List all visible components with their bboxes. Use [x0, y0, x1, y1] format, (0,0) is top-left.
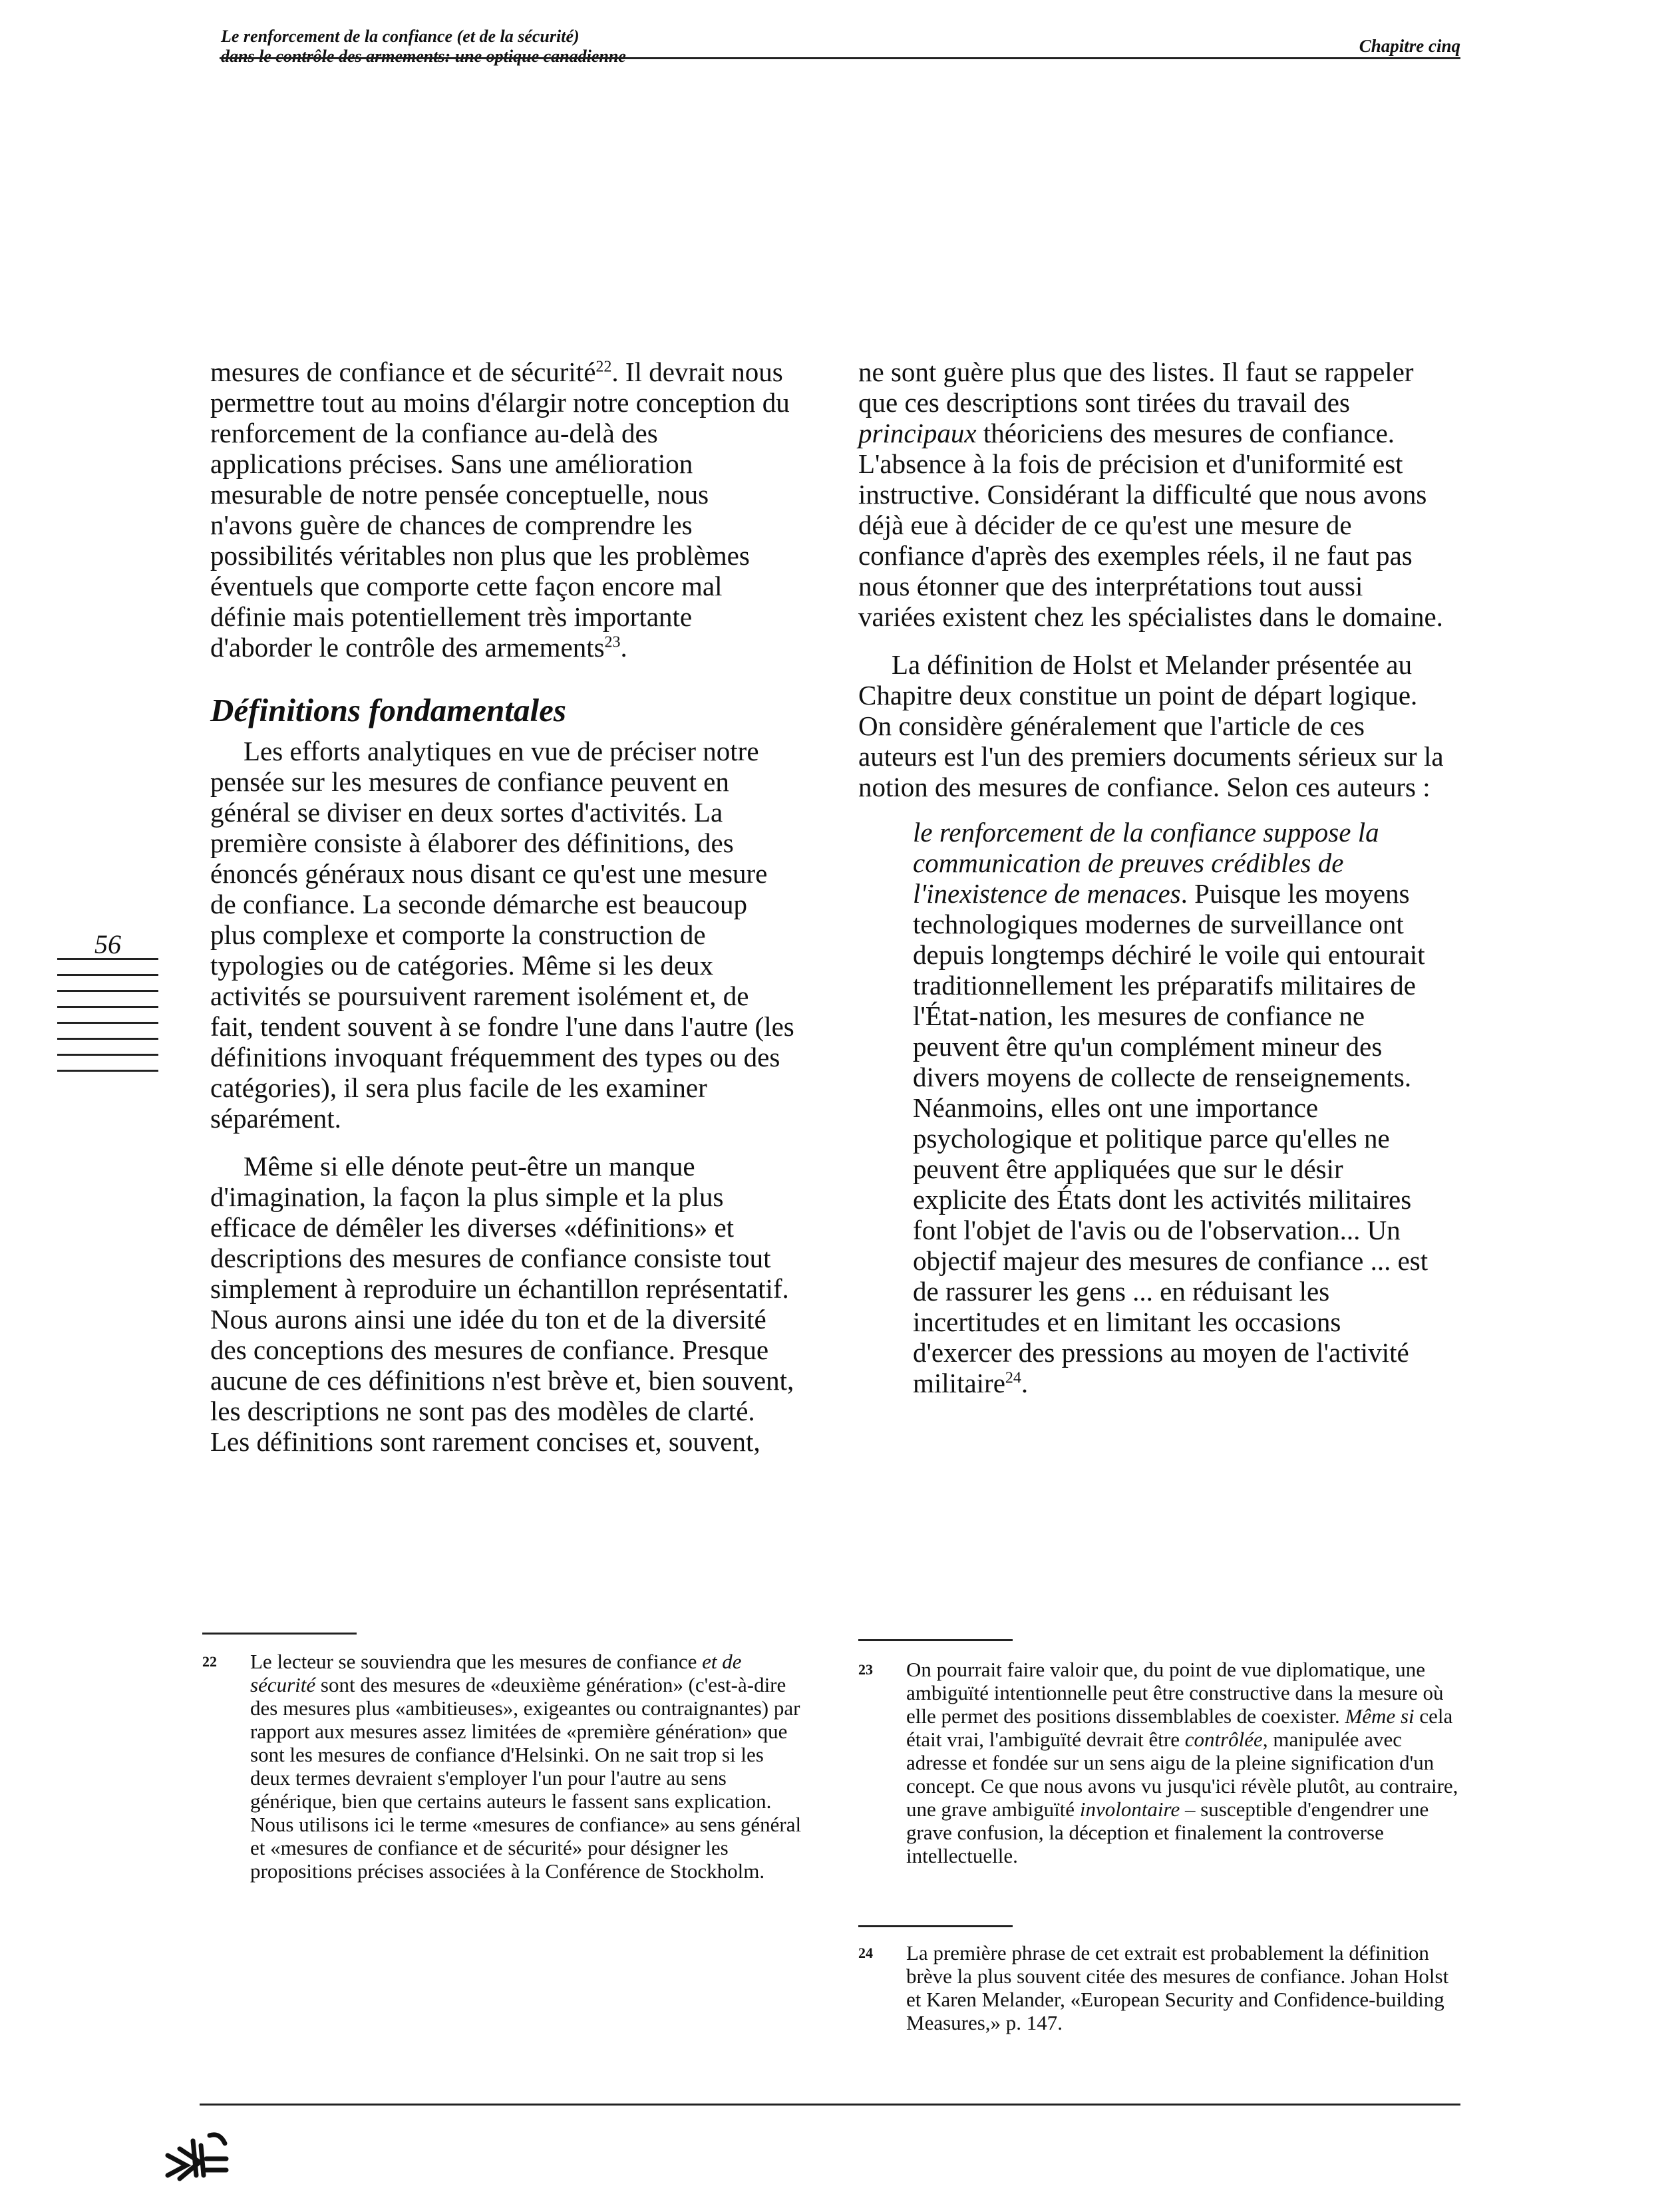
- footnote-rule-right: [858, 1639, 1013, 1641]
- right-column: [858, 357, 1444, 1398]
- running-header-line-1: Le renforcement de la confiance (et de la sécurité): [221, 27, 580, 46]
- header-rule: [220, 57, 1460, 59]
- footnote-22: 22 Le lecteur se souviendra que les mesures de confiance et de sécurité sont des mesures de «deuxième génération» (c'est-à-dire des mesures plus «ambitieuses», exigeantes ou contraignantes) par rapport aux mesures assez limitées de «première génération» que sont les mesures de confiance d'Helsinki. On ne sait trop si les deux termes devraient s'employer l'un pour l'autre au sens générique, bien que certains auteurs le fassent sans explication. Nous utilisons ici le terme «mesures de confiance» au sens général et «mesures de confiance et de sécurité» pour désigner les propositions précises associées à la Conférence de Stockholm.: [202, 1650, 802, 1883]
- footnote-ref-22[interactable]: 22: [595, 358, 612, 376]
- left-paragraph-3: Même si elle dénote peut-être un manque d'imagination, la façon la plus simple et la plus efficace de démêler les diverses «définitions» et descriptions des mesures de confiance consiste tout simplement à reproduire un échantillon représentatif. Nous aurons ainsi une idée du ton et de la diversité des conceptions des mesures de confiance. Presque aucune de ces définitions n'est brève et, bien souvent, les descriptions ne sont pas des modèles de clarté. Les définitions sont rarement concises et, souvent,: [210, 1151, 794, 1457]
- right-paragraph-1: ne sont guère plus que des listes. Il faut se rappeler que ces descriptions sont tirées du travail des principaux théoriciens des mesures de confiance. L'absence à la fois de précision et d'uniformité est instructive. Considérant la difficulté que nous avons déjà eue à décider de ce qu'est une mesure de confiance d'après des exemples réels, il ne faut pas nous étonner que des interprétations tout aussi variées existent chez les spécialistes dans le domaine.: [858, 357, 1443, 632]
- running-header-title: [221, 27, 886, 67]
- block-quote: le renforcement de la confiance suppose la communication de preuves crédibles de l'inexistence de menaces. Puisque les moyens technologiques modernes de surveillance ont depuis longtemps déchiré le voile qui entourait traditionnellement les préparatifs militaires de l'État-nation, les mesures de confiance ne peuvent être qu'un complément mineur des divers moyens de collecte de renseignements. Néanmoins, elles ont une importance psychologique et politique parce qu'elles ne peuvent être appliquées que sur le désir explicite des États dont les activités militaires font l'objet de l'avis ou de l'observation... Un objectif majeur des mesures de confiance ... est de rassurer les gens ... en réduisant les incertitudes et en limitant les occasions d'exercer des pressions au moyen de l'activité militaire$^{24}$.: [913, 817, 1428, 1398]
- running-header-line-2: dans le contrôle des armements: une optique canadienne: [221, 47, 626, 66]
- section-heading: Définitions fondamentales: [210, 692, 566, 728]
- footnote-ref-23[interactable]: 23: [604, 633, 621, 651]
- publisher-logo-icon: [160, 2129, 233, 2189]
- margin-rules: [57, 958, 158, 1086]
- left-paragraph-2: Les efforts analytiques en vue de préciser notre pensée sur les mesures de confiance peuvent en général se diviser en deux sortes d'activités. La première consiste à élaborer des définitions, des énoncés généraux nous disant ce qu'est une mesure de confiance. La seconde démarche est beaucoup plus complexe et comporte la construction de typologies ou de catégories. Même si les deux activités se poursuivent rarement isolément et, de fait, tendent souvent à se fondre l'une dans l'autre (les définitions invoquant fréquemment des types ou des catégories), il sera plus facile de les examiner séparément.: [210, 736, 794, 1134]
- footer-rule: [200, 2104, 1460, 2106]
- footnote-24: 24 La première phrase de cet extrait est probablement la définition brève la plus souvent citée des mesures de confiance. Johan Holst et Karen Melander, «European Security and Confidence-building Measures,» p. 147.: [858, 1941, 1449, 2034]
- page-number: 56: [94, 929, 121, 959]
- footnote-rule-24: [858, 1925, 1013, 1927]
- left-column: [210, 357, 796, 1457]
- footnote-ref-24[interactable]: 24: [1005, 1369, 1021, 1387]
- left-paragraph-1: mesures de confiance et de sécurité$^{22}$. Il devrait nous permettre tout au moins d'élargir notre conception du renforcement de la confiance au-delà des applications précises. Sans une amélioration mesurable de notre pensée conceptuelle, nous n'avons guère de chances de comprendre les possibilités véritables non plus que les problèmes éventuels que comporte cette façon encore mal définie mais potentiellement très importante d'aborder le contrôle des armements$^{23}$.: [210, 357, 790, 663]
- footnote-rule-left: [202, 1633, 357, 1635]
- footnote-23: 23 On pourrait faire valoir que, du point de vue diplomatique, une ambiguïté intentionnelle peut être constructive dans la mesure où elle permet des positions dissemblables de coexister. Même si cela était vrai, l'ambiguïté devrait être contrôlée, manipulée avec adresse et fondée sur un sens aigu de la pleine signification d'un concept. Ce que nous avons vu jusqu'ici révèle plutôt, au contraire, une grave ambiguïté involontaire – susceptible d'engendrer une grave confusion, la déception et finalement la controverse intellectuelle.: [858, 1658, 1458, 1867]
- right-paragraph-2: La définition de Holst et Melander présentée au Chapitre deux constitue un point de départ logique. On considère généralement que l'article de ces auteurs est l'un des premiers documents sérieux sur la notion des mesures de confiance. Selon ces auteurs :: [858, 649, 1444, 802]
- running-header-chapter: Chapitre cinq: [1359, 36, 1460, 56]
